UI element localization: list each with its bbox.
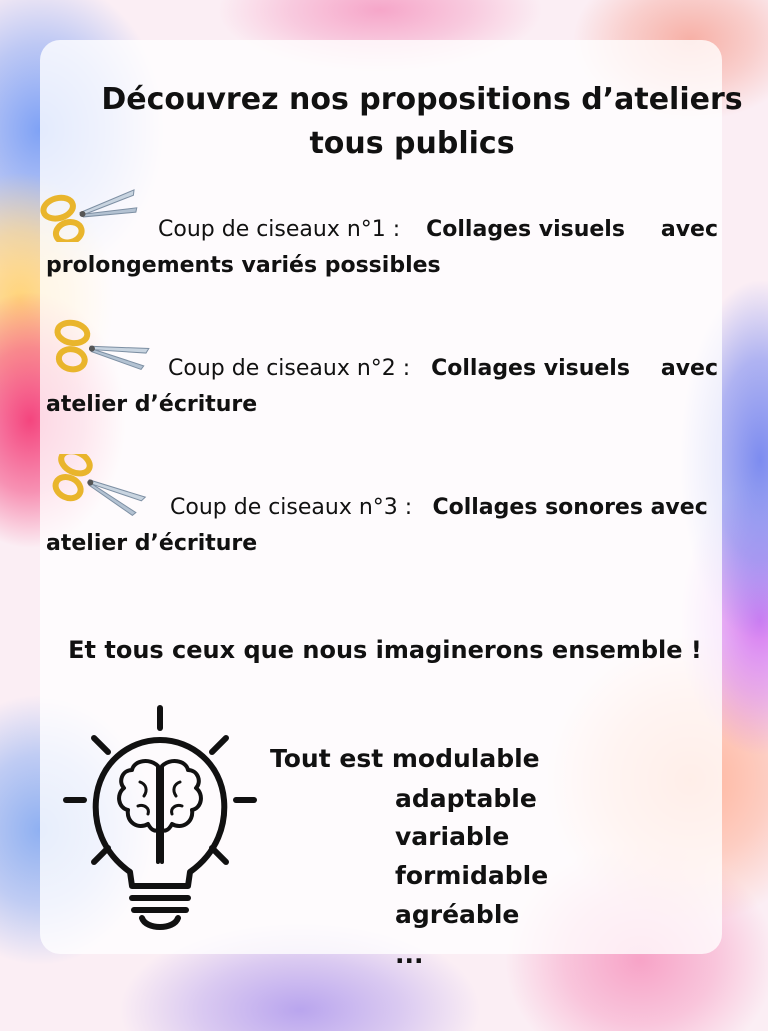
modular-lead: Tout est modulable	[270, 744, 540, 773]
modular-word: adaptable	[395, 784, 537, 813]
workshop-title-end: avec	[660, 217, 718, 242]
modular-word: formidable	[395, 861, 549, 890]
workshop-prefix: Coup de ciseaux n°2 :	[168, 356, 411, 381]
workshop-continuation: atelier d’écriture	[46, 531, 258, 556]
workshop-continuation: prolongements variés possibles	[46, 253, 441, 278]
modular-word: variable	[395, 822, 510, 851]
workshop-prefix: Coup de ciseaux n°1 :	[158, 217, 401, 242]
workshop-title: Collages sonores avec	[432, 495, 708, 520]
page-title	[42, 78, 762, 166]
title-line-1: Découvrez nos propositions d’ateliers	[101, 82, 743, 117]
closing-statement: Et tous ceux que nous imaginerons ensemble !	[68, 636, 702, 664]
modular-word: ...	[395, 940, 424, 969]
workshop-prefix: Coup de ciseaux n°3 :	[170, 495, 413, 520]
lightbulb-brain-icon	[62, 702, 258, 936]
workshop-item-1	[46, 212, 718, 284]
workshop-continuation: atelier d’écriture	[46, 392, 258, 417]
title-line-2: tous publics	[309, 126, 515, 161]
workshop-item-3	[46, 490, 718, 562]
workshop-item-2	[46, 351, 718, 423]
modular-word: agréable	[395, 900, 520, 929]
workshop-title: Collages visuels	[426, 217, 625, 242]
workshop-title-end: avec	[660, 356, 718, 381]
workshop-title: Collages visuels	[431, 356, 630, 381]
